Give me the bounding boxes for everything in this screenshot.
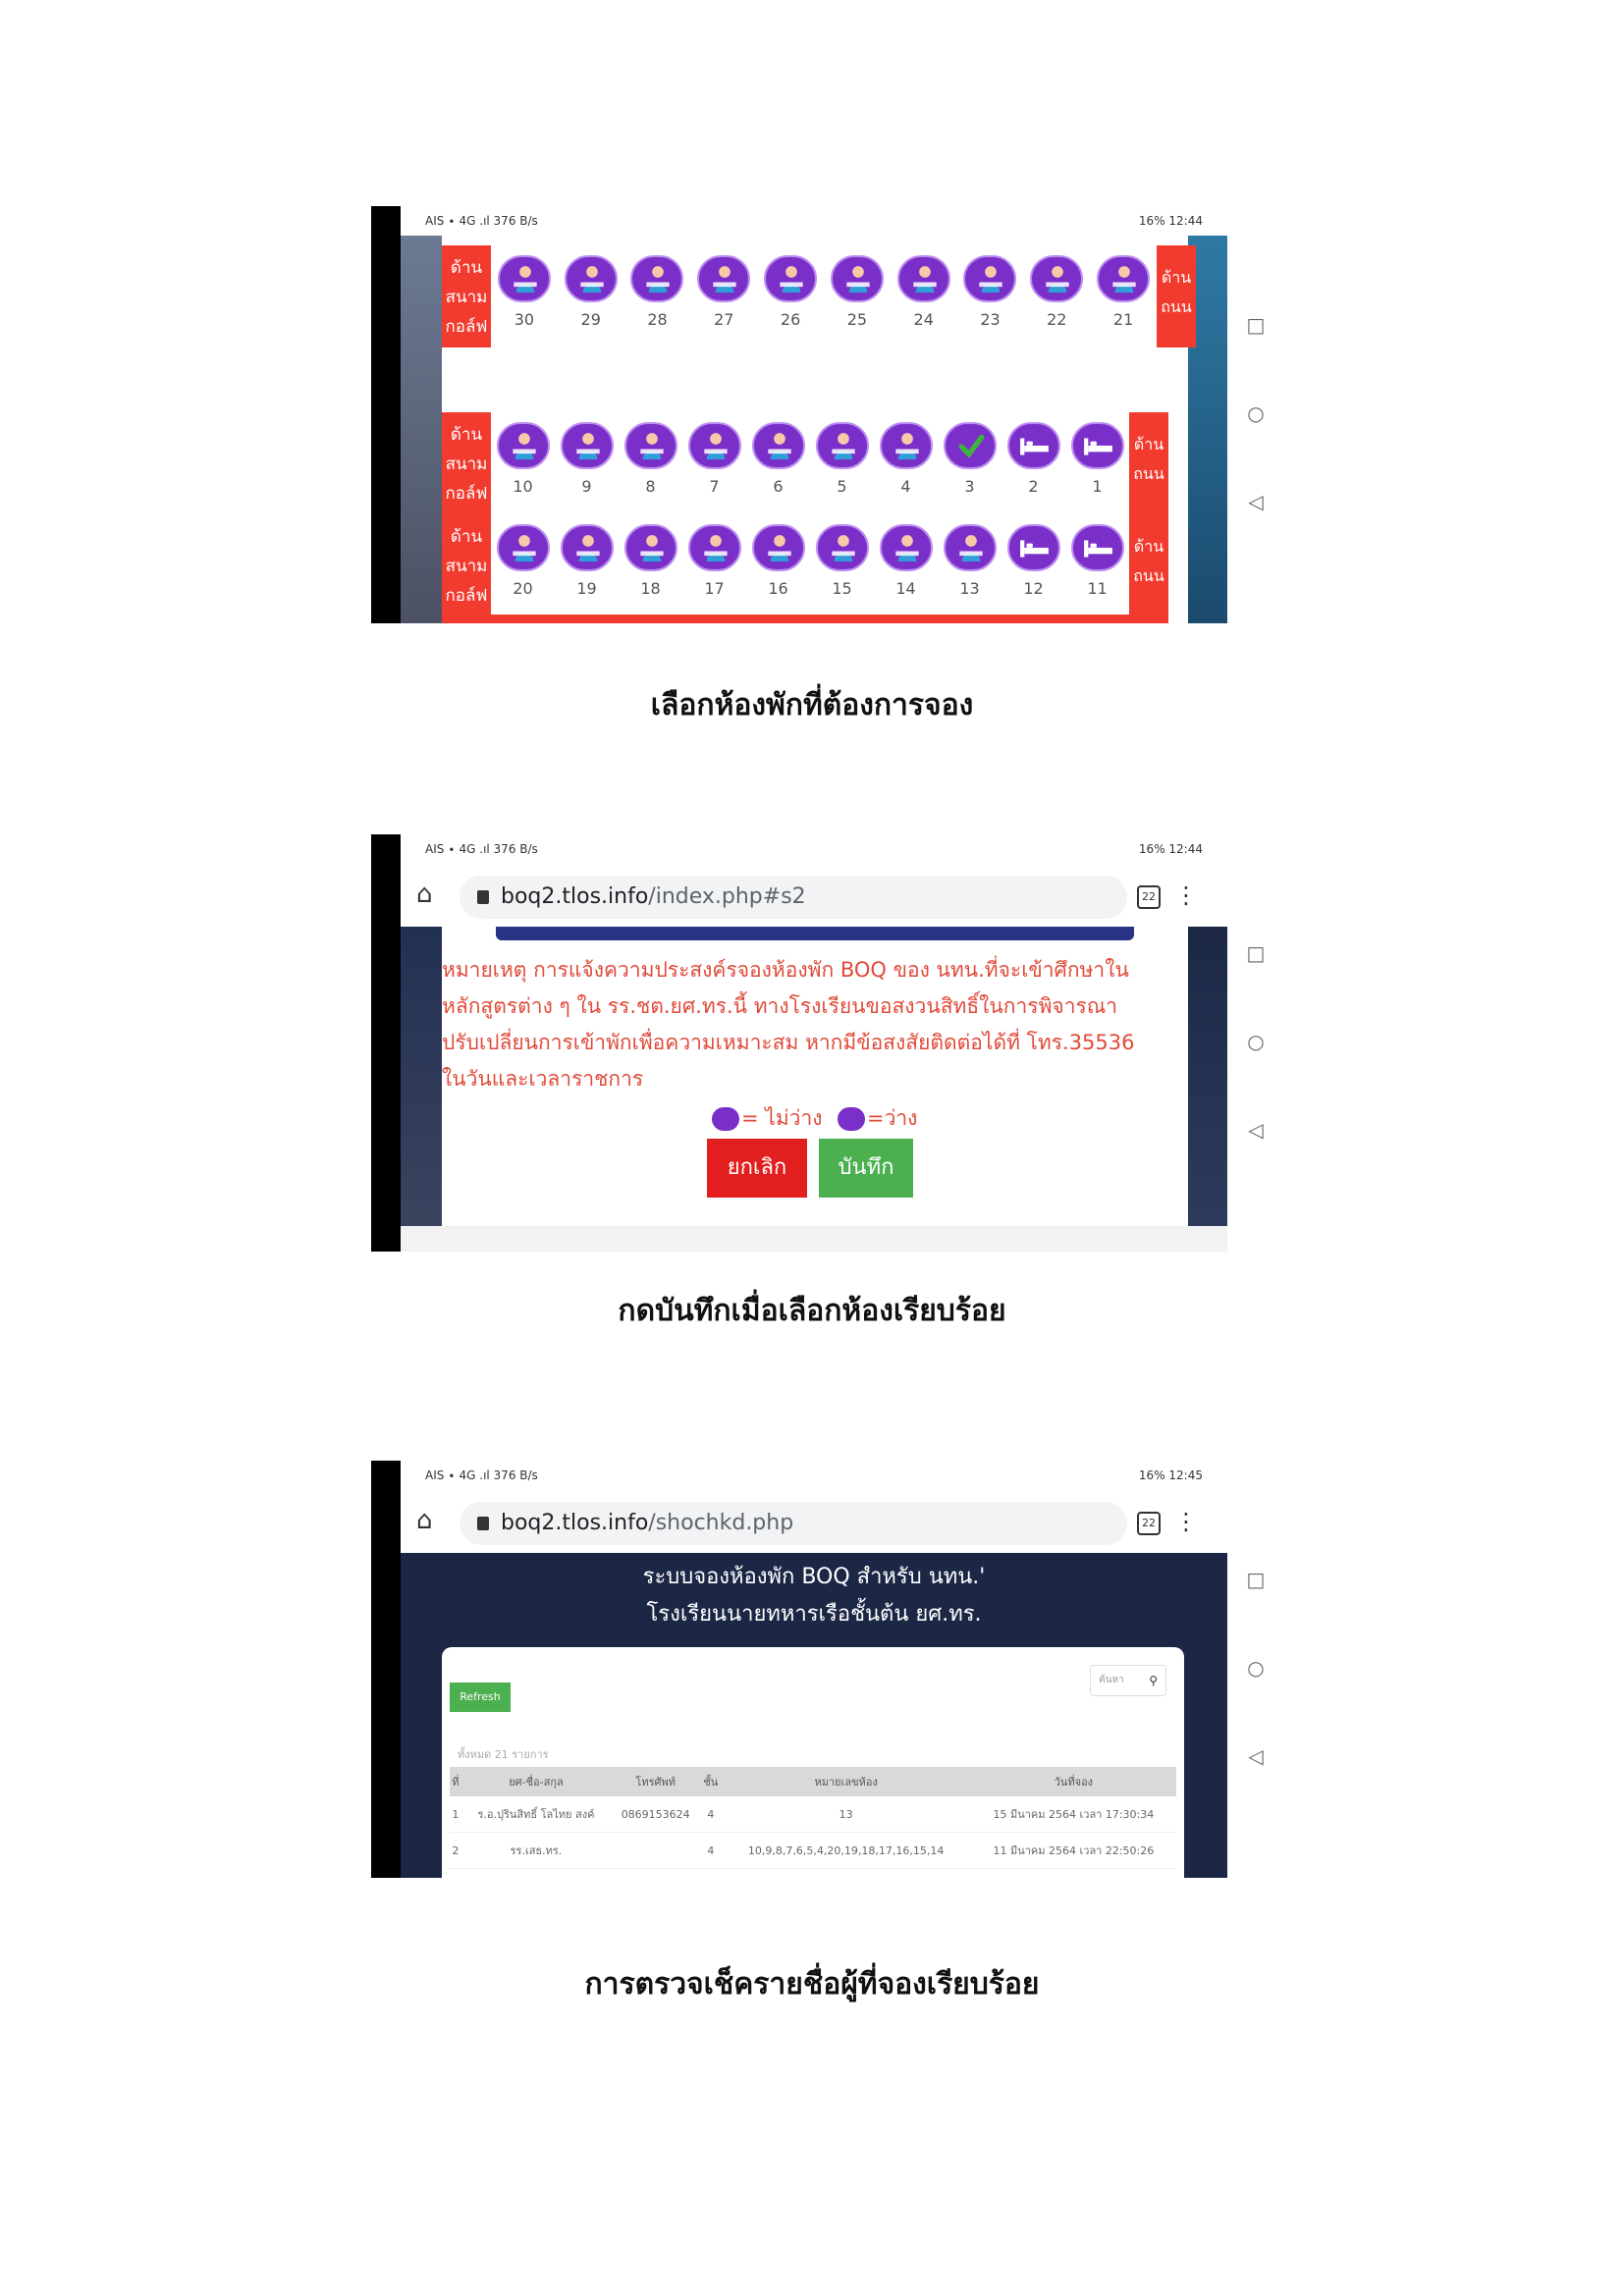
room-22[interactable] <box>1023 245 1091 348</box>
note-text <box>442 952 1188 1097</box>
note-line-4: ในวันและเวลาราชการ <box>442 1067 644 1091</box>
url-host: boq2.tlos.info <box>501 1511 649 1535</box>
home-icon[interactable]: ⌂ <box>416 880 433 909</box>
person-icon <box>880 422 933 469</box>
table-cell: 13 <box>722 1796 971 1833</box>
side-label-road-3: ด้าน ถนน <box>1129 514 1168 623</box>
room-1[interactable] <box>1065 412 1130 515</box>
person-icon <box>497 422 550 469</box>
home-circle-icon[interactable]: ○ <box>1247 401 1265 425</box>
url-host: boq2.tlos.info <box>501 884 649 909</box>
column-header: ที่ <box>450 1767 461 1796</box>
room-7[interactable] <box>682 412 747 515</box>
lock-icon <box>477 890 489 904</box>
background-left <box>401 236 442 623</box>
room-19[interactable] <box>555 514 620 617</box>
back-triangle-icon[interactable]: ◁ <box>1248 1118 1264 1142</box>
room-10[interactable] <box>491 412 556 515</box>
status-left: AIS ∙ 4G .ıl 376 B/s <box>425 1468 538 1482</box>
bed-icon <box>1007 422 1060 469</box>
person-icon <box>752 422 805 469</box>
room-25[interactable] <box>824 245 892 348</box>
side-label-road: ด้าน ถนน <box>1157 245 1196 347</box>
room-number: 16 <box>768 579 788 598</box>
person-icon <box>697 255 750 302</box>
bed-icon <box>1007 524 1060 571</box>
android-nav-2 <box>1227 834 1276 1252</box>
column-header: ชั้น <box>700 1767 721 1796</box>
room-18[interactable] <box>619 514 683 617</box>
person-icon <box>630 255 683 302</box>
home-icon[interactable]: ⌂ <box>416 1506 433 1535</box>
note-line-3: ปรับเปลี่ยนการเข้าพักเพื่อความเหมาะสม หากมีข้อสงสัยติดต่อได้ที่ โทร.35536 <box>442 1031 1135 1054</box>
search-placeholder: ค้นหา <box>1099 1675 1124 1685</box>
search-input[interactable] <box>1090 1665 1166 1696</box>
side-label-golf-2: ด้าน สนาม กอล์ฟ <box>442 412 491 514</box>
room-24[interactable] <box>891 245 958 348</box>
room-29[interactable] <box>558 245 625 348</box>
occupied-room-icon <box>712 1107 739 1131</box>
room-8[interactable] <box>619 412 683 515</box>
room-number: 13 <box>959 579 980 598</box>
navy-header-strip <box>496 927 1134 940</box>
room-number: 21 <box>1112 310 1134 329</box>
person-icon <box>880 524 933 571</box>
screenshot-room-grid <box>371 206 1227 623</box>
room-number: 8 <box>645 477 656 496</box>
room-number: 22 <box>1047 310 1067 329</box>
room-3[interactable] <box>938 412 1002 515</box>
room-11[interactable] <box>1065 514 1130 617</box>
building-row-top <box>442 245 1192 347</box>
home-circle-icon[interactable]: ○ <box>1247 1656 1265 1680</box>
screenshot-booking-list <box>371 1461 1227 1878</box>
status-bar <box>401 834 1227 864</box>
status-right: 16% 12:44 <box>1138 214 1203 228</box>
room-16[interactable] <box>746 514 811 617</box>
room-number: 11 <box>1087 579 1108 598</box>
tabs-count-icon[interactable]: 22 <box>1137 885 1161 909</box>
room-5[interactable] <box>810 412 875 515</box>
room-21[interactable] <box>1090 245 1158 348</box>
person-icon <box>816 422 869 469</box>
room-number: 29 <box>580 310 601 329</box>
person-icon <box>561 422 614 469</box>
browser-toolbar <box>401 1490 1227 1553</box>
column-header: โทรศัพท์ <box>611 1767 700 1796</box>
table-cell: 0869153624 <box>611 1796 700 1833</box>
legend-busy: = ไม่ว่าง <box>741 1106 823 1130</box>
status-left: AIS ∙ 4G .ıl 376 B/s <box>425 842 538 856</box>
page-title-line-1: ระบบจองห้องพัก BOQ สำหรับ นทน.' <box>642 1565 986 1589</box>
room-12[interactable] <box>1001 514 1066 617</box>
room-number: 9 <box>581 477 592 496</box>
free-room-icon <box>838 1107 865 1131</box>
room-number: 20 <box>513 579 533 598</box>
table-cell: 10,9,8,7,6,5,4,20,19,18,17,16,15,14 <box>722 1833 971 1869</box>
room-number: 12 <box>1023 579 1044 598</box>
save-button[interactable]: บันทึก <box>819 1139 913 1198</box>
table-cell: 1 <box>450 1796 461 1833</box>
cancel-button[interactable]: ยกเลิก <box>707 1139 807 1198</box>
status-left: AIS ∙ 4G .ıl 376 B/s <box>425 214 538 228</box>
side-label-golf: ด้าน สนาม กอล์ฟ <box>442 245 491 347</box>
person-icon <box>561 524 614 571</box>
room-30[interactable] <box>491 245 559 348</box>
building-block-bottom <box>442 412 1188 623</box>
caption-select-room: เลือกห้องพักที่ต้องการจอง <box>650 688 974 722</box>
table-row[interactable] <box>450 1796 1176 1833</box>
person-icon <box>963 255 1016 302</box>
room-9[interactable] <box>555 412 620 515</box>
status-right: 16% 12:45 <box>1138 1468 1203 1482</box>
note-line-2: หลักสูตรต่าง ๆ ใน รร.ชต.ยศ.ทร.นี้ ทางโรงเรียนขอสงวนสิทธิ์ในการพิจารณา <box>442 994 1118 1018</box>
person-icon <box>688 524 741 571</box>
table-cell: รร.เสธ.ทร. <box>461 1833 612 1869</box>
home-circle-icon[interactable]: ○ <box>1247 1030 1265 1053</box>
url-path: /shochkd.php <box>648 1511 794 1535</box>
room-14[interactable] <box>874 514 939 617</box>
legend-free: =ว่าง <box>867 1106 918 1130</box>
person-icon <box>764 255 817 302</box>
person-icon <box>897 255 950 302</box>
room-number: 19 <box>576 579 597 598</box>
room-4[interactable] <box>874 412 939 515</box>
room-number: 14 <box>895 579 916 598</box>
room-number: 25 <box>846 310 868 329</box>
url-path: /index.php#s2 <box>648 884 806 909</box>
recent-apps-icon[interactable]: □ <box>1246 941 1266 965</box>
navy-page <box>401 1553 1227 1878</box>
room-number: 6 <box>773 477 784 496</box>
table-cell: 15 มีนาคม 2564 เวลา 17:30:34 <box>971 1796 1176 1833</box>
room-13[interactable] <box>938 514 1002 617</box>
total-count: ทั้งหมด 21 รายการ <box>458 1748 549 1761</box>
person-icon <box>498 255 551 302</box>
status-right: 16% 12:44 <box>1138 842 1203 856</box>
person-icon <box>944 524 997 571</box>
table-cell: ร.อ.ปุรินสิทธิ์ โลไทย สงค์ <box>461 1796 612 1833</box>
room-number: 27 <box>714 310 734 329</box>
android-nav-1 <box>1227 206 1276 623</box>
note-line-1: หมายเหตุ การแจ้งความประสงค์รจองห้องพัก BOQ ของ นทน.ที่จะเข้าศึกษาใน <box>442 958 1129 982</box>
screenshot-confirm <box>371 834 1227 1252</box>
list-card <box>442 1647 1184 1878</box>
page-title-line-2: โรงเรียนนายทหารเรือชั้นต้น ยศ.ทร. <box>646 1602 982 1627</box>
address-bar[interactable] <box>460 876 1127 919</box>
room-number: 30 <box>514 310 535 329</box>
person-icon <box>624 422 677 469</box>
back-triangle-icon[interactable]: ◁ <box>1248 1744 1264 1768</box>
room-15[interactable] <box>810 514 875 617</box>
bottom-gray <box>401 1226 1227 1252</box>
content-card <box>442 927 1188 1226</box>
person-icon <box>816 524 869 571</box>
room-number: 23 <box>980 310 1001 329</box>
side-label-road-2: ด้าน ถนน <box>1129 412 1168 514</box>
room-2[interactable] <box>1001 412 1066 515</box>
room-number: 10 <box>513 477 533 496</box>
room-number: 2 <box>1028 477 1039 496</box>
room-number: 1 <box>1092 477 1103 496</box>
android-nav-3 <box>1227 1461 1276 1878</box>
bottom-red-strip <box>442 614 1168 623</box>
bed-icon <box>1071 524 1124 571</box>
screen-edge <box>371 1461 401 1878</box>
column-header: ยศ-ชื่อ-สกุล <box>461 1767 612 1796</box>
room-number: 24 <box>913 310 934 329</box>
caption-save: กดบันทึกเมื่อเลือกห้องเรียบร้อย <box>618 1294 1006 1328</box>
status-bar <box>401 1461 1227 1490</box>
back-triangle-icon[interactable]: ◁ <box>1248 490 1264 513</box>
room-number: 28 <box>647 310 668 329</box>
table-cell: 4 <box>700 1796 721 1833</box>
recent-apps-icon[interactable]: □ <box>1246 313 1266 337</box>
corridor-gap <box>442 347 1188 406</box>
room-number: 7 <box>709 477 720 496</box>
room-6[interactable] <box>746 412 811 515</box>
status-bar <box>401 206 1227 236</box>
table-cell: 4 <box>700 1833 721 1869</box>
person-icon <box>688 422 741 469</box>
table-cell: 11 มีนาคม 2564 เวลา 22:50:26 <box>971 1833 1176 1869</box>
room-number: 26 <box>780 310 801 329</box>
lock-icon <box>477 1517 489 1530</box>
column-header: วันที่จอง <box>971 1767 1176 1796</box>
booking-table-grid <box>450 1767 1176 1869</box>
table-row[interactable] <box>450 1833 1176 1869</box>
recent-apps-icon[interactable]: □ <box>1246 1568 1266 1591</box>
table-cell: 2 <box>450 1833 461 1869</box>
room-number: 17 <box>704 579 725 598</box>
column-header: หมายเลขห้อง <box>722 1767 971 1796</box>
room-23[interactable] <box>957 245 1025 348</box>
person-icon <box>565 255 618 302</box>
page-background-left <box>401 927 442 1252</box>
room-26[interactable] <box>757 245 825 348</box>
more-menu-icon[interactable]: ⋮ <box>1174 881 1198 909</box>
caption-check-list: การตรวจเช็ครายชื่อผู้ที่จองเรียบร้อย <box>584 1967 1040 2002</box>
room-number: 4 <box>900 477 911 496</box>
person-icon <box>624 524 677 571</box>
screen-edge <box>371 834 401 1252</box>
person-icon <box>497 524 550 571</box>
room-number: 15 <box>832 579 852 598</box>
room-20[interactable] <box>491 514 556 617</box>
refresh-button[interactable]: Refresh <box>450 1682 511 1712</box>
screen-edge <box>371 206 401 623</box>
room-28[interactable] <box>624 245 692 348</box>
browser-toolbar <box>401 864 1227 927</box>
more-menu-icon[interactable]: ⋮ <box>1174 1508 1198 1535</box>
address-bar[interactable] <box>460 1502 1127 1545</box>
person-icon <box>752 524 805 571</box>
room-17[interactable] <box>682 514 747 617</box>
bed-icon <box>1071 422 1124 469</box>
room-number: 18 <box>640 579 661 598</box>
person-icon <box>1030 255 1083 302</box>
check-icon <box>944 422 997 469</box>
person-icon <box>1097 255 1150 302</box>
side-label-golf-3: ด้าน สนาม กอล์ฟ <box>442 514 491 623</box>
tabs-count-icon[interactable]: 22 <box>1137 1512 1161 1535</box>
person-icon <box>831 255 884 302</box>
booking-table <box>450 1767 1176 1869</box>
page-background-right <box>1188 927 1227 1252</box>
room-number: 3 <box>964 477 975 496</box>
room-number: 5 <box>837 477 847 496</box>
room-27[interactable] <box>690 245 758 348</box>
table-cell <box>611 1833 700 1869</box>
search-icon: ⚲ <box>1149 1674 1158 1687</box>
